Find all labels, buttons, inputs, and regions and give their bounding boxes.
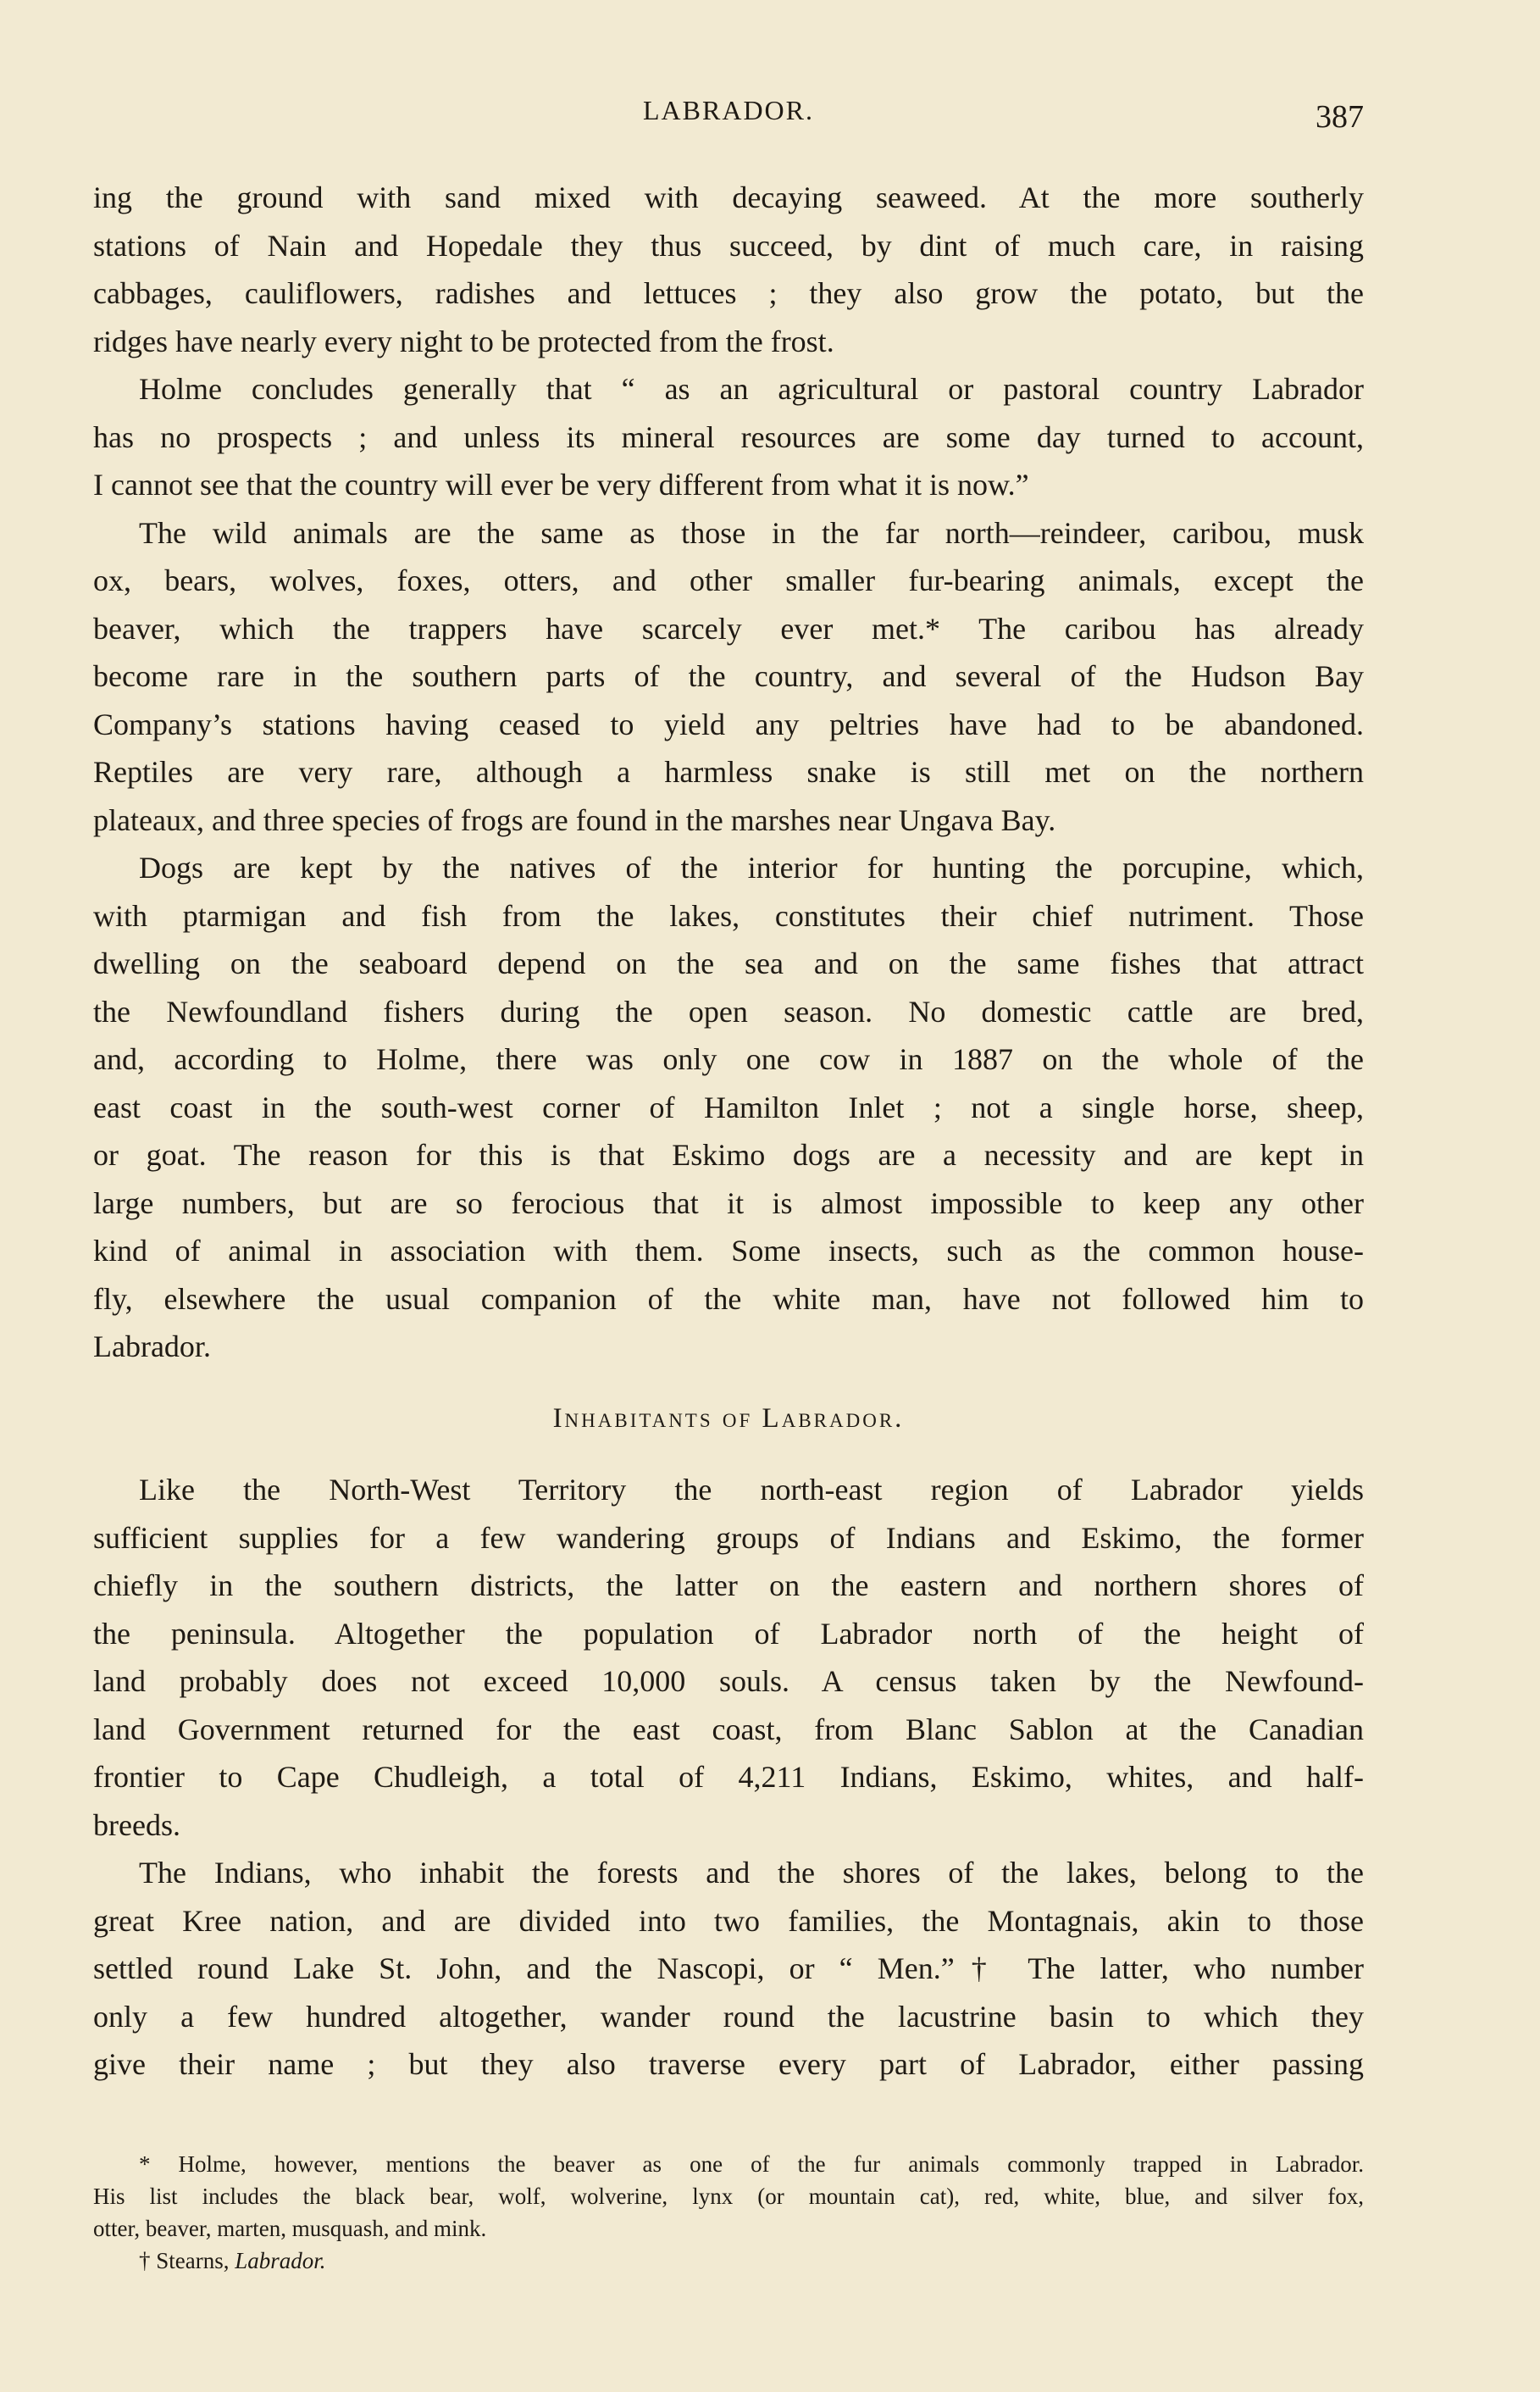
footnote-italic-title: Labrador. bbox=[235, 2248, 326, 2273]
text-line: Holme concludes generally that “ as an agricultural or pastoral country Labrador bbox=[139, 372, 1364, 406]
text-line: fly, elsewhere the usual companion of the white man, have not followed him to bbox=[93, 1281, 1364, 1316]
body-text bbox=[93, 174, 1364, 2089]
text-line: plateaux, and three species of frogs are found in the marshes near Ungava Bay. bbox=[93, 802, 1056, 837]
text-line: east coast in the south-west corner of Hamilton Inlet ; not a single horse, sheep, bbox=[93, 1090, 1364, 1124]
text-line: has no prospects ; and unless its mineral resources are some day turned to account, bbox=[93, 419, 1364, 454]
text-line: the peninsula. Altogether the population of Labrador north of the height of bbox=[93, 1616, 1364, 1651]
running-title: LABRADOR. bbox=[642, 95, 814, 125]
paragraph bbox=[93, 1849, 1364, 2089]
section-heading: Inhabitants of Labrador. bbox=[552, 1402, 905, 1434]
footnote-line: His list includes the black bear, wolf, wolverine, lynx (or mountain cat), red, white, blue, and silver fox, bbox=[93, 2184, 1364, 2209]
footnote-text: † Stearns, bbox=[139, 2248, 235, 2273]
text-line: cabbages, cauliflowers, radishes and lettuces ; they also grow the potato, but the bbox=[93, 276, 1364, 310]
footnote bbox=[93, 2148, 1364, 2245]
text-line: with ptarmigan and fish from the lakes, constitutes their chief nutriment. Those bbox=[93, 898, 1364, 933]
page-number: 387 bbox=[1316, 99, 1364, 135]
text-line: land Government returned for the east coast, from Blanc Sablon at the Canadian bbox=[93, 1712, 1364, 1746]
text-line: dwelling on the seaboard depend on the sea and on the same fishes that attract bbox=[93, 946, 1364, 980]
text-line: or goat. The reason for this is that Eskimo dogs are a necessity and are kept in bbox=[93, 1138, 1364, 1172]
footnotes bbox=[93, 2148, 1364, 2277]
text-line: stations of Nain and Hopedale they thus succeed, by dint of much care, in raising bbox=[93, 228, 1364, 263]
text-line: ox, bears, wolves, foxes, otters, and other smaller fur-bearing animals, except the bbox=[93, 563, 1364, 597]
footnote-line bbox=[93, 2245, 1364, 2277]
text-line: Like the North-West Territory the north-east region of Labrador yields bbox=[139, 1473, 1364, 1507]
text-line: Dogs are kept by the natives of the interior for hunting the porcupine, which, bbox=[139, 851, 1364, 885]
text-line: beaver, which the trappers have scarcely ever met.* The caribou has already bbox=[93, 611, 1364, 646]
paragraph bbox=[93, 1466, 1364, 1849]
text-line: kind of animal in association with them. Some insects, such as the common house- bbox=[93, 1234, 1364, 1268]
text-line: settled round Lake St. John, and the Nascopi, or “ Men.”† The latter, who number bbox=[93, 1951, 1364, 1985]
text-line: give their name ; but they also traverse every part of Labrador, either passing bbox=[93, 2047, 1364, 2081]
text-line: ridges have nearly every night to be protected from the frost. bbox=[93, 324, 834, 358]
paragraph bbox=[93, 844, 1364, 1371]
paragraph bbox=[93, 365, 1364, 509]
text-line: chiefly in the southern districts, the latter on the eastern and northern shores of bbox=[93, 1568, 1364, 1602]
text-line: become rare in the southern parts of the country, and several of the Hudson Bay bbox=[93, 659, 1364, 693]
text-line: and, according to Holme, there was only one cow in 1887 on the whole of the bbox=[93, 1042, 1364, 1076]
footnote-line: * Holme, however, mentions the beaver as one of the fur animals commonly trapped in Labrador. bbox=[139, 2151, 1364, 2177]
text-line: Reptiles are very rare, although a harmless snake is still met on the northern bbox=[93, 755, 1364, 789]
text-line: Labrador. bbox=[93, 1329, 211, 1363]
paragraph bbox=[93, 509, 1364, 845]
text-line: ing the ground with sand mixed with decaying seaweed. At the more southerly bbox=[93, 180, 1364, 214]
text-line: The wild animals are the same as those in the far north—reindeer, caribou, musk bbox=[139, 515, 1364, 550]
text-line: frontier to Cape Chudleigh, a total of 4,211 Indians, Eskimo, whites, and half- bbox=[93, 1760, 1364, 1794]
text-line: great Kree nation, and are divided into two families, the Montagnais, akin to those bbox=[93, 1903, 1364, 1938]
text-line: land probably does not exceed 10,000 souls. A census taken by the Newfound- bbox=[93, 1664, 1364, 1698]
page-header bbox=[93, 95, 1364, 146]
text-line: I cannot see that the country will ever be very different from what it is now.” bbox=[93, 468, 1029, 502]
text-line: Company’s stations having ceased to yield any peltries have had to be abandoned. bbox=[93, 707, 1364, 741]
text-line: The Indians, who inhabit the forests and the shores of the lakes, belong to the bbox=[139, 1856, 1364, 1890]
paragraph bbox=[93, 174, 1364, 365]
footnote-line: otter, beaver, marten, musquash, and mink. bbox=[93, 2216, 487, 2241]
text-line: sufficient supplies for a few wandering groups of Indians and Eskimo, the former bbox=[93, 1520, 1364, 1555]
footnote bbox=[93, 2245, 1364, 2277]
text-line: the Newfoundland fishers during the open season. No domestic cattle are bred, bbox=[93, 994, 1364, 1029]
text-line: only a few hundred altogether, wander round the lacustrine basin to which they bbox=[93, 1999, 1364, 2034]
text-line: breeds. bbox=[93, 1807, 180, 1842]
text-line: large numbers, but are so ferocious that it is almost impossible to keep any other bbox=[93, 1185, 1364, 1220]
